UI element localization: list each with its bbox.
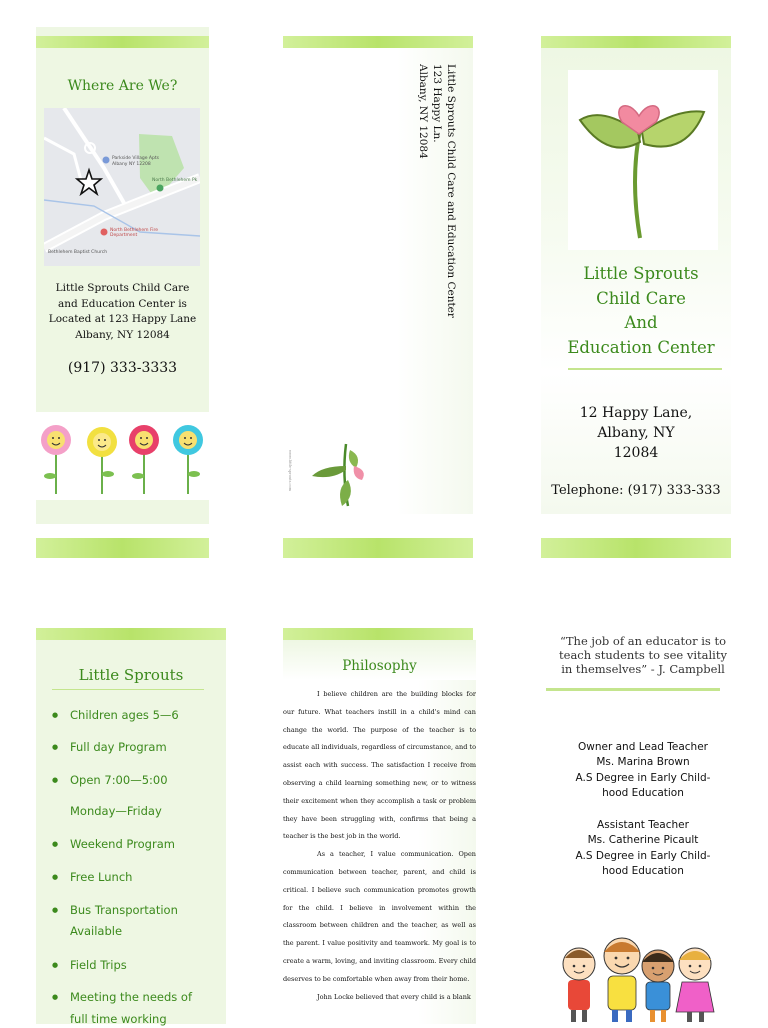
cover-top-bar — [541, 36, 731, 48]
staff-line: A.S Degree in Early Child- — [575, 849, 711, 862]
staff-line: Assistant Teacher — [597, 819, 689, 831]
philosophy-text — [283, 686, 476, 1006]
staff-line: Ms. Marina Brown — [596, 756, 690, 769]
feature-item: ● Free Lunch — [52, 870, 222, 884]
philosophy-title: Philosophy — [342, 658, 417, 674]
flower-icon — [36, 414, 209, 500]
cover-bottom-bar — [541, 538, 731, 558]
location-map — [44, 108, 200, 266]
features-list — [52, 700, 222, 1026]
address-line: Little Sprouts Child Care — [55, 282, 190, 294]
staff-lead-teacher — [548, 740, 738, 801]
cover-divider — [568, 368, 722, 370]
quote-line: “The job of an educator is to — [559, 634, 727, 648]
location-title: Where Are We? — [67, 78, 178, 94]
center-name-line: Child Care — [596, 288, 686, 308]
staff-line: A.S Degree in Early Child- — [575, 771, 711, 784]
quote-divider — [546, 688, 720, 691]
philosophy-paragraph: John Locke believed that every child is a blank — [317, 992, 471, 1001]
sprout-logo-small — [306, 436, 370, 516]
location-panel-footer — [36, 500, 209, 524]
mailer-return-name: Little Sprouts Child Care and Education Center — [445, 64, 457, 318]
cover-address-line: 12 Happy Lane, — [579, 405, 693, 421]
philosophy-top-bar — [283, 628, 473, 640]
mailer-top-bar — [283, 36, 473, 48]
features-divider — [52, 689, 204, 690]
map-label: Bethlehem Baptist Church — [48, 250, 108, 255]
center-name-line: And — [624, 313, 658, 332]
feature-item: ● Children ages 5—6 — [52, 708, 222, 722]
mailer-return-street: 123 Happy Ln. — [431, 64, 443, 143]
staff-line: Ms. Catherine Picault — [587, 834, 699, 847]
location-panel-bar — [36, 36, 209, 48]
feature-item: Monday—Friday — [70, 804, 162, 818]
feature-item: Available — [70, 924, 123, 938]
philosophy-paragraph: I believe children are the building blocks for our future. What teachers instill in a child's mind can change the world. The purpose of the teacher is to educate all individuals, regardless of circumstance, and to assist each with success. The satisfaction I receive from observing a child learning something new, or to witness their excitement when they accomplish a task or problem they have been struggling with, confirms that being a teacher is the best job in the world. — [283, 690, 476, 841]
educator-quote — [548, 634, 738, 676]
features-top-bar — [36, 628, 226, 640]
cover-address-line: 12084 — [613, 445, 659, 461]
address-line: and Education Center is — [58, 297, 187, 310]
mailer-return-city: Albany, NY 12084 — [417, 64, 429, 159]
sprout-logo — [568, 70, 718, 250]
feature-item: ● Full day Program — [52, 740, 222, 754]
features-title: Little Sprouts — [78, 666, 184, 684]
map-graphic — [44, 108, 200, 266]
feature-item: ● Field Trips — [52, 958, 222, 972]
feature-item: full time working — [70, 1012, 167, 1026]
map-label: North Bethlehem Pk — [152, 178, 198, 183]
center-name-line: Education Center — [567, 337, 715, 357]
bottom-accent-bar — [36, 538, 209, 558]
children-icon — [562, 928, 722, 1024]
center-name-line: Little Sprouts — [583, 264, 699, 283]
sprout-heart-icon — [568, 70, 718, 250]
children-illustration — [562, 928, 722, 1024]
address-line: Located at 123 Happy Lane — [48, 313, 197, 325]
location-address — [36, 281, 209, 343]
sprout-icon — [306, 436, 370, 516]
cover-address — [541, 403, 731, 463]
feature-item: ● Bus Transportation — [52, 903, 222, 917]
feature-item: ● Meeting the needs of — [52, 990, 222, 1004]
philosophy-paragraph: As a teacher, I value communication. Open communication between teacher, parent, and child is critical. I believe such communication promotes growth for the child. I believe in involvement within the classroom between children and the teacher, as well as the parent. I value positivity and teamwork. My goal is to create a warm, loving, and inviting classroom. Every child deserves to be comfortable when away from their home. — [283, 850, 476, 983]
feature-item: ● Weekend Program — [52, 837, 222, 851]
map-label: Albany NY 12208 — [112, 162, 151, 167]
quote-line: in themselves” - J. Campbell — [561, 662, 725, 676]
staff-line: hood Education — [602, 864, 684, 877]
address-line: Albany, NY 12084 — [75, 328, 170, 341]
flowers-illustration — [36, 414, 209, 500]
mailer-bottom-bar — [283, 538, 473, 558]
cover-address-line: Albany, NY — [597, 425, 675, 441]
cover-telephone: Telephone: (917) 333-333 — [551, 483, 721, 498]
staff-line: Owner and Lead Teacher — [577, 741, 708, 753]
mailer-fine-print: www.little-sprouts.com — [288, 450, 292, 491]
center-name — [551, 262, 731, 360]
location-phone: (917) 333-3333 — [67, 360, 178, 376]
feature-item: ● Open 7:00—5:00 — [52, 773, 222, 787]
staff-line: hood Education — [602, 786, 684, 799]
quote-line: teach students to see vitality — [559, 648, 727, 662]
map-label: North Bethlehem Fire Department — [110, 228, 158, 238]
map-label: Parkside Village Apts — [112, 156, 159, 161]
staff-assistant-teacher — [548, 818, 738, 879]
